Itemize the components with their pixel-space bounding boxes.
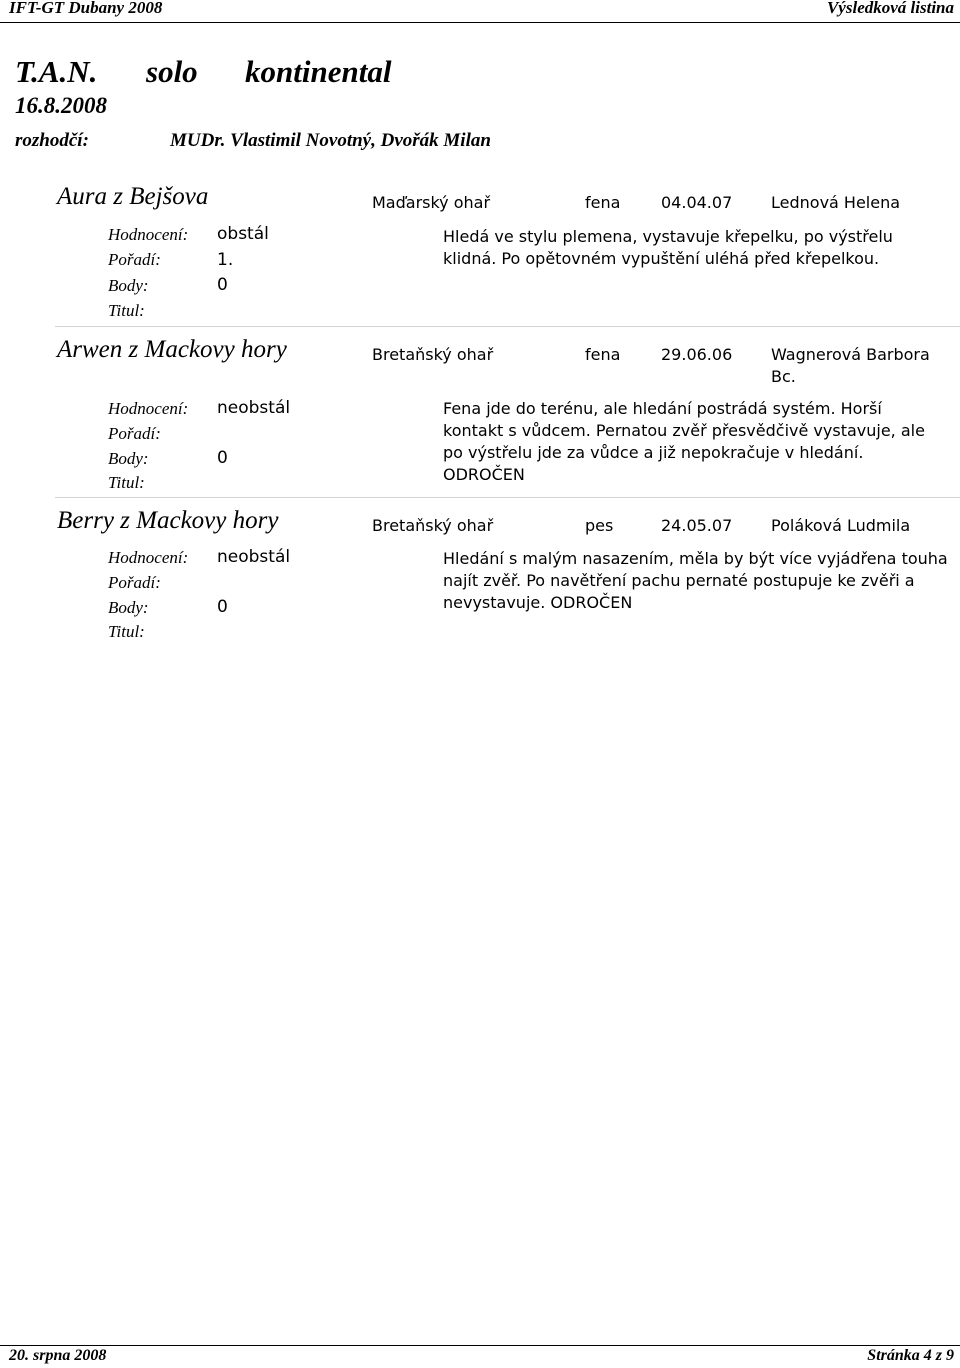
dog-birth-date: 24.05.07 — [661, 516, 733, 535]
event-type: solo — [146, 54, 198, 89]
dog-birth-date: 04.04.07 — [661, 193, 733, 212]
dog-name: Berry z Mackovy hory — [57, 507, 279, 534]
dog-sex: fena — [585, 193, 621, 212]
body-value: 0 — [217, 448, 228, 468]
hodnoceni-value: obstál — [217, 224, 269, 244]
dog-sex: fena — [585, 345, 621, 364]
dog-description: Hledá ve stylu plemena, vystavuje křepelku, po výstřelu klidná. Po opětovném vypuštění uléhá před křepelkou. — [443, 227, 893, 268]
entry-divider — [55, 497, 960, 498]
event-category: kontinental — [245, 54, 392, 89]
poradi-label: Pořadí: — [108, 250, 161, 269]
footer-page-number: Stránka 4 z 9 — [867, 1347, 954, 1364]
dog-sex: pes — [585, 516, 614, 535]
hodnoceni-label: Hodnocení: — [108, 399, 189, 418]
hodnoceni-value: neobstál — [217, 547, 291, 567]
judges-names: MUDr. Vlastimil Novotný, Dvořák Milan — [170, 130, 491, 151]
body-value: 0 — [217, 597, 228, 617]
titul-label: Titul: — [108, 301, 145, 320]
body-value: 0 — [217, 275, 228, 295]
body-label: Body: — [108, 449, 149, 468]
header-left: IFT-GT Dubany 2008 — [9, 0, 163, 17]
entry-divider — [55, 326, 960, 327]
dog-description: Hledání s malým nasazením, měla by být více vyjádřena touha najít zvěř. Po navětření pachu pernaté postupuje ke zvěři a nevystavuje. ODROČEN — [443, 549, 948, 612]
header-rule — [0, 22, 960, 23]
titul-label: Titul: — [108, 622, 145, 641]
dog-owner: Wagnerová Barbora Bc. — [771, 345, 930, 386]
dog-name: Aura z Bejšova — [57, 183, 209, 210]
event-date: 16.8.2008 — [15, 93, 107, 118]
dog-owner: Poláková Ludmila — [771, 516, 911, 535]
footer-rule — [0, 1345, 960, 1346]
body-label: Body: — [108, 276, 149, 295]
hodnoceni-label: Hodnocení: — [108, 225, 189, 244]
dog-description: Fena jde do terénu, ale hledání postrádá systém. Horší kontakt s vůdcem. Pernatou zvěř přesvědčivě vystavuje, ale po výstřelu jde za vůdce a již nepokračuje v hledání. ODROČEN — [443, 399, 925, 484]
poradi-label: Pořadí: — [108, 573, 161, 592]
poradi-value: 1. — [217, 250, 234, 270]
judges-label: rozhodčí: — [15, 130, 89, 151]
dog-breed: Bretaňský ohař — [372, 516, 494, 535]
dog-owner: Lednová Helena — [771, 193, 901, 212]
body-label: Body: — [108, 598, 149, 617]
dog-name: Arwen z Mackovy hory — [57, 336, 287, 363]
titul-label: Titul: — [108, 473, 145, 492]
footer-date: 20. srpna 2008 — [9, 1347, 107, 1364]
dog-breed: Bretaňský ohař — [372, 345, 494, 364]
header-right: Výsledková listina — [826, 0, 954, 17]
event-discipline: T.A.N. — [15, 54, 98, 89]
hodnoceni-label: Hodnocení: — [108, 548, 189, 567]
poradi-label: Pořadí: — [108, 424, 161, 443]
dog-birth-date: 29.06.06 — [661, 345, 733, 364]
dog-breed: Maďarský ohař — [372, 193, 491, 212]
hodnoceni-value: neobstál — [217, 398, 291, 418]
